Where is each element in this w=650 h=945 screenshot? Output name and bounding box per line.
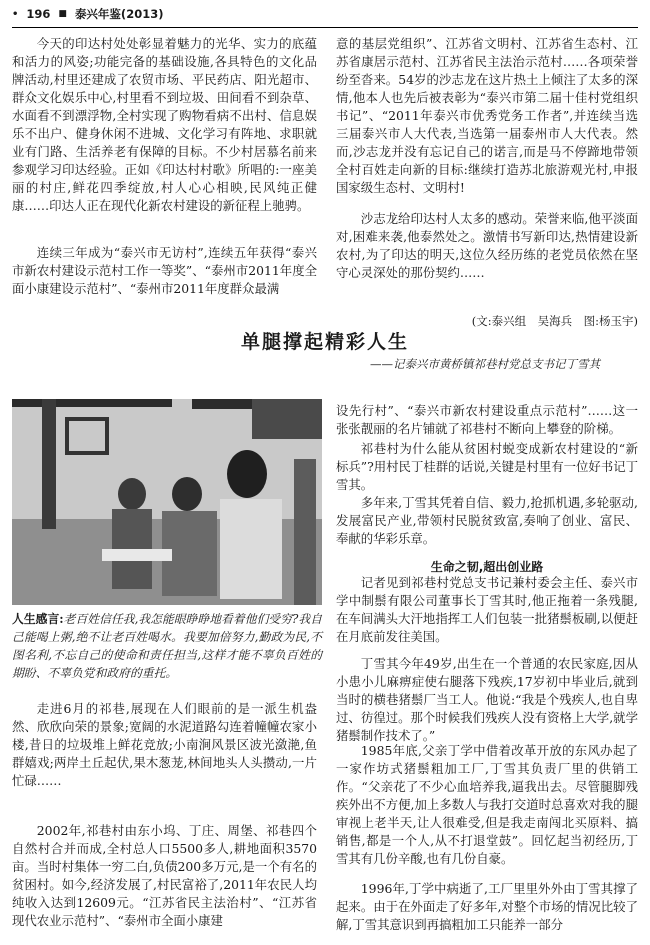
- article-photo: [12, 399, 322, 605]
- yearbook-title: 泰兴年鉴(2013): [74, 7, 164, 21]
- header-bullet: •: [12, 8, 19, 20]
- article-paragraph: 2002年,祁巷村由东小坞、丁庄、周堡、祁巷四个自然村合并而成,全村总人口5500多人,耕地面积3570亩。当时村集体一穷二白,负债200多万元,是一个有名的贫困村。如今,经济发展了,村民富裕了,2011年农民人均纯收入达到12609元。“江苏省民主法治村”、“江苏省现代农业示范村”、“泰州市全面小康建: [12, 823, 317, 928]
- article-subtitle: ——记泰兴市黄桥镇祁巷村党总支书记丁雪其: [370, 357, 600, 371]
- field-visit-photo: [12, 399, 322, 605]
- article-paragraph: 丁雪其今年49岁,出生在一个普通的农民家庭,因从小患小儿麻痹症使右腿落下残疾,17岁初中毕业后,就到当时的横巷猪鬃厂当工人。他说:“我是个残疾人,也自卑过、彷徨过。那个时候我们残疾人没有资格上大学,就学猪鬃制作技术了。”: [336, 656, 638, 743]
- section-heading: 生命之韧,超出创业路: [430, 560, 544, 574]
- photo-caption: [12, 610, 322, 682]
- prev-article-paragraph: 沙志龙给印达村人太多的感动。荣誉来临,他平淡面对,困难来袭,他泰然处之。激情书写新印达,热情建设新农村,为了印达的明天,这位久经历练的老党员依然在坚守心灵深处的那份契约……: [336, 211, 638, 280]
- article-paragraph: 走进6月的祁巷,展现在人们眼前的是一派生机盎然、欣欣向荣的景象;宽阔的水泥道路勾连着幢幢农家小楼,昔日的垃圾堆上鲜花竞放;小南涧风景区波光潋滟,鱼群嬉戏;两岸土丘起伏,果木葱茏,林间地头人头攒动,一片忙碌……: [12, 701, 317, 788]
- header-rule: [12, 27, 638, 28]
- article-paragraph: 祁巷村为什么能从贫困村蜕变成新农村建设的“新标兵”?用村民丁桂群的话说,关键是村里有一位好书记丁雪其。: [336, 441, 638, 492]
- prev-article-paragraph: 今天的印达村处处彰显着魅力的光华、实力的底蕴和活力的风姿;功能完备的基础设施,各具特色的文化品牌活动,村里还建成了农贸市场、平民药店、阳光超市、群众文化娱乐中心,村里看不到垃圾、田间看不到杂草、水面看不到漂浮物,全村实现了购物看病不出村、信息娱乐不出户、健身休闲不进城、文化学习有阵地、求职就业有门路、生活养老有保障的目标。不少村居慕名前来参观学习印达经验。正如《印达村村歌》所唱的:一座美丽的村庄,鲜花四季绽放,村人心心相映,民风纯正健康……印达人正在现代化新农村建设的新征程上驰骋。: [12, 36, 317, 213]
- page-number: 196: [26, 7, 51, 21]
- photo-credit: (文:泰兴组 吴海兵 图:杨玉宇): [471, 314, 638, 328]
- article-title: 单腿撑起精彩人生: [240, 331, 409, 353]
- caption-text: 老百姓信任我,我怎能眼睁睁地看着他们受穷?我自己能喝上粥,绝不让老百姓喝水。我要加倍努力,勤政为民,不图名利,不忘自己的使命和责任担当,这样才能不辜负百姓的期盼、不辜负党和政府的重托。: [12, 612, 322, 680]
- prev-article-paragraph: 意的基层党组织”、江苏省文明村、江苏省生态村、江苏省康居示范村、江苏省民主法治示范村……各项荣誉纷至沓来。54岁的沙志龙在这片热土上倾注了太多的深情,他本人也先后被表彰为“泰兴市第二届十佳村党组织书记”、“2011年泰兴市优秀党务工作者”,并连续当选三届泰兴市人大代表,当选第一届泰州市人大代表。然而,沙志龙并没有忘记自己的诺言,而是马不停蹄地带领全村百姓走向新的目标:继续打造苏北旅游观光村,申报国家级生态村、文明村!: [336, 36, 638, 195]
- article-paragraph: 设先行村”、“泰兴市新农村建设重点示范村”……这一张张靓丽的名片铺就了祁巷村不断向上攀登的阶梯。: [336, 403, 638, 436]
- article-paragraph: 1985年底,父亲丁学中借着改革开放的东风办起了一家作坊式猪鬃粗加工厂,丁雪其负责厂里的供销工作。“父亲花了不少心血培养我,逼我出去。尽管腿脚残疾外出不方便,加上多数人与我打交道时总喜欢对我的腿审视上老半天,让人很难受,但是我走南闯北买原料、搞销售,都是一个人,从不打退堂鼓”。回忆起当初经历,丁雪其有几份辛酸,也有几份自豪。: [336, 743, 638, 866]
- caption-lead: 人生感言:: [12, 612, 64, 626]
- header-marker-icon: ■: [58, 9, 67, 19]
- article-paragraph: 1996年,丁学中病逝了,工厂里里外外由丁雪其撑了起来。由于在外面走了好多年,对整个市场的情况比较了解,丁雪其意识到再搞粗加工只能养一部分: [336, 881, 638, 932]
- article-paragraph: 多年来,丁雪其凭着自信、毅力,抢抓机遇,多轮驱动,发展富民产业,带领村民脱贫致富,奏响了创业、富民、奉献的华彩乐章。: [336, 495, 638, 546]
- article-paragraph: 记者见到祁巷村党总支书记兼村委会主任、泰兴市学中制鬃有限公司董事长丁雪其时,他正拖着一条残腿,在车间满头大汗地指挥工人们包装一批猪鬃板刷,以便赶在月底前发往美国。: [336, 575, 638, 644]
- running-header: [12, 4, 638, 24]
- prev-article-paragraph: 连续三年成为“泰兴市无访村”,连续五年获得“泰兴市新农村建设示范村工作一等奖”、“泰州市2011年度全面小康建设示范村”、“泰州市2011年度群众最满: [12, 245, 317, 296]
